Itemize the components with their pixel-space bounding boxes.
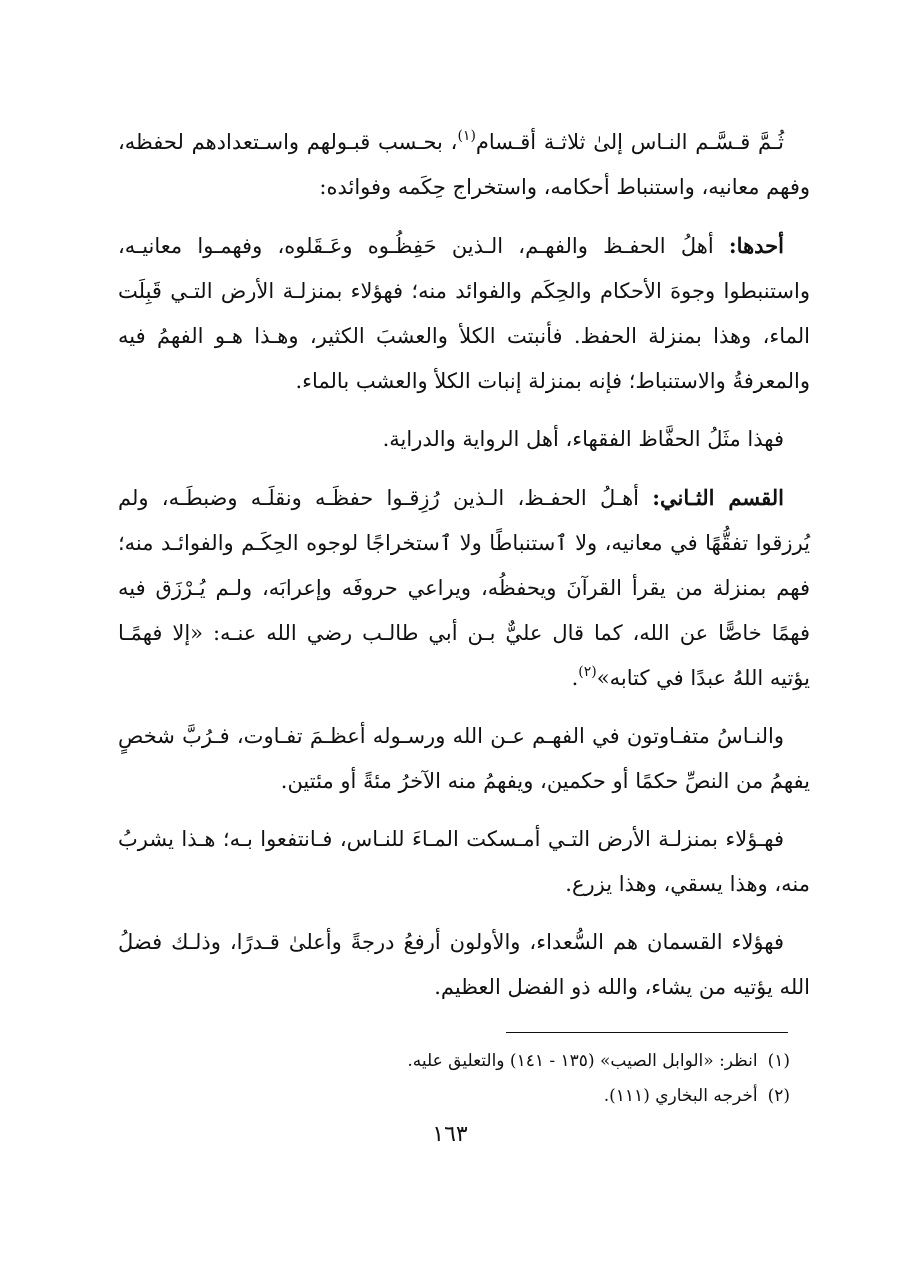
footnote-text: أخرجه البخاري (١١١).: [603, 1086, 758, 1106]
paragraph-intro-text-cont: ، بحـسب قبـولهم واسـتعدادهم لحفظه، وفهم معانيه، واستنباط أحكامه، واستخراج حِكَمه وفوائده:: [118, 130, 810, 199]
paragraph-first-category-summary: [118, 417, 810, 462]
paragraph-lead: القسم الثـاني:: [652, 485, 784, 510]
paragraph-intro-text: ثُـمَّ قـسَّـم النـاس إلىٰ ثلاثـة أقـسام: [475, 130, 784, 154]
paragraph-land-analogy-text: فهـؤلاء بمنزلـة الأرض التـي أمـسكت المـاءَ للنـاس، فـانتفعوا بـه؛ هـذا يشربُ منه، وهذا يسقي، وهذا يزرع.: [118, 827, 810, 896]
footnote-number: (١): [767, 1051, 790, 1071]
footnote-ref-1[interactable]: (١): [457, 128, 476, 144]
paragraph-land-analogy: [118, 817, 810, 907]
paragraph-first-category-summary-text: فهذا مثَلُ الحفَّاظ الفقهاء، أهل الرواية والدراية.: [382, 427, 784, 451]
page-number: ١٦٣: [432, 1122, 468, 1147]
paragraph-people-differ: [118, 714, 810, 804]
paragraph-second-category-end: .: [571, 666, 579, 690]
paragraph-conclusion-text: فهؤلاء القسمان هم السُّعداء، والأولون أرفعُ درجةً وأعلىٰ قـدرًا، وذلـك فضلُ الله يؤتيه من يشاء، والله ذو الفضل العظيم.: [118, 930, 810, 999]
footnote-ref-2[interactable]: (٢): [578, 664, 597, 680]
paragraph-second-category: [118, 475, 810, 701]
footnote-text: انظر: «الوابل الصيب» (١٣٥ - ١٤١) والتعليق عليه.: [407, 1051, 758, 1071]
paragraph-intro: [118, 120, 810, 210]
footnotes: [118, 1044, 790, 1114]
footnote-1: [118, 1044, 790, 1079]
footnote-2: [118, 1079, 790, 1114]
paragraph-second-category-text: أهـلُ الحفـظ، الـذين رُزِقـوا حفظَـه ونقلَـه وضبطَـه، ولم يُرزقوا تفقُّهًا في معانيه، ولا ٱستنباطًا ولا ٱستخراجًا لوجوه الحِكَـم والفوائـد منه؛ فهم بمنزلة من يقرأ القرآنَ ويحفظُه، ويراعي حروفَه وإعرابَه، ولـم يُـرْزَق فيه فهمًا خاصًّا عن الله، كما قال عليٌّ بـن أبي طالـب رضي الله عنـه: «إلا فهمًـا يؤتيه اللهُ عبدًا في كتابه»: [118, 486, 810, 690]
footnote-number: (٢): [767, 1086, 790, 1106]
footnote-divider: [506, 1032, 788, 1033]
paragraph-first-category: [118, 223, 810, 404]
body-text: [118, 120, 810, 1023]
paragraph-first-category-text: أهلُ الحفـظ والفهـم، الـذين حَفِظُـوه وعَـقَلوه، وفهمـوا معانيـه، واستنبطوا وجوهَ الأحكام والحِكَم والفوائد منه؛ فهؤلاء بمنزلـة الأرض التـي قَبِلَت الماء، وهذا بمنزلة الحفظ. فأنبتت الكلأ والعشبَ الكثير، وهـذا هـو الفهمُ فيه والمعرفةُ والاستنباط؛ فإنه بمنزلة إنبات الكلأ والعشب بالماء.: [118, 234, 810, 393]
paragraph-people-differ-text: والنـاسُ متفـاوتون في الفهـم عـن الله ورسـوله أعظـمَ تفـاوت، فـرُبَّ شخصٍ يفهمُ من النصِّ حكمًا أو حكمين، ويفهمُ منه الآخرُ مئةً أو مئتين.: [118, 724, 810, 793]
paragraph-lead: أحدها:: [728, 233, 784, 258]
paragraph-conclusion: [118, 920, 810, 1010]
